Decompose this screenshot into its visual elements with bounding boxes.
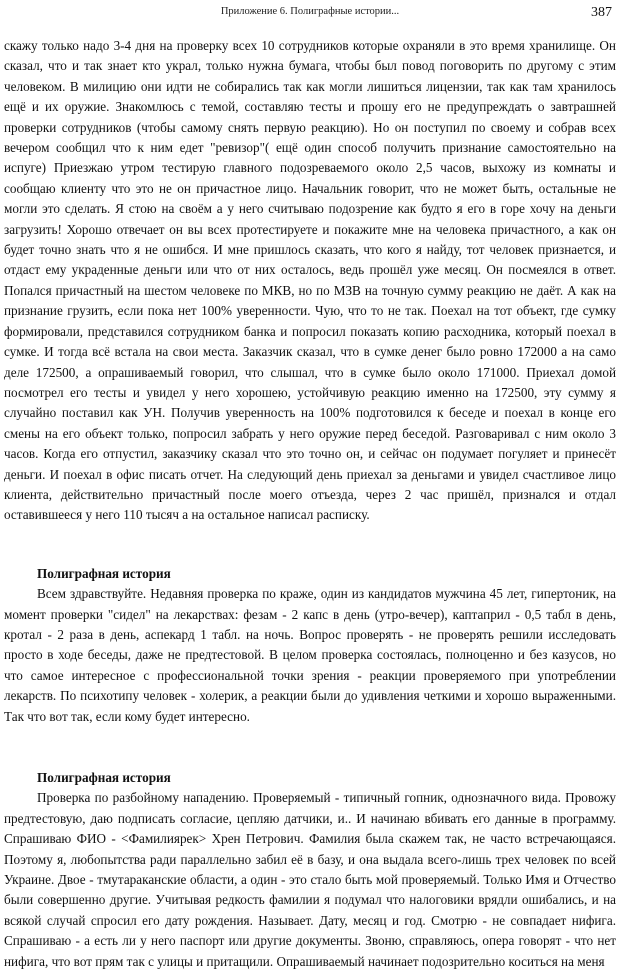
section-spacer xyxy=(4,526,616,564)
section-spacer xyxy=(4,727,616,768)
running-title: Приложение 6. Полиграфные истории... xyxy=(220,6,400,17)
page-number: 387 xyxy=(591,5,612,20)
story-2-paragraph: Всем здравствуйте. Недавняя проверка по краже, один из кандидатов мужчина 45 лет, гипертоник, на момент проверки "сидел" на лекарствах: фезам - 2 капс в день (утро-вечер), каптаприл - 0,5 табл в день, кротал - 2 раза в день, аспекард 1 табл. на ночь. Вопрос проверять - не проверять решили исследовать просто в ходе беседы, даже не предтестовой. В целом проверка состоялась, полноценно и без казусов, но что самое интересное с профессиональной точки зрения - реакции проверяемого при употреблении лекарств. По психотипу человек - холерик, а реакции были до удивления четкими и хорошо выраженными. Так что вот так, если кому будет интересно. xyxy=(4,586,616,724)
page-body xyxy=(4,36,616,972)
page-header xyxy=(0,5,620,25)
story-2-title: Полиграфная история xyxy=(37,565,171,581)
story-1-paragraph: скажу только надо 3-4 дня на проверку всех 10 сотрудников которые охраняли в это время хранилище. Он сказал, что и так знает кто украл, только нужна бумага, чтобы был повод поговорить по другому с этим человеком. В милицию они идти не собирались так как могли лишиться лицензии, так как там хранилось ещё и их оружие. Знакомлюсь с темой, составляю тесты и прошу его не предупреждать о завтрашней проверки сотрудников (чтобы самому снять первую реакцию). Но он поступил по своему и собрав всех вечером сообщил что к ним едет "ревизор"( ещё один способ получить признание самостоятельно на испуге) Приезжаю утром тестирую главного подозреваемого около 2,5 часов, выхожу из комнаты и сообщаю клиенту что это не он причастное лицо. Начальник говорит, что не может быть, остальные не могли это сделать. Я стою на своём а у него считываю подозрение как будто я его в горе хочу на деньги загрузить! Хорошо отвечает он вы всех протестируете и покажите мне на человека причастного, а как он будет точно знать что я не ошибся. И мне пришлось сказать, что кого я найду, тот человек признается, и отдаст ему украденные деньги или что от них осталось, ведь прошёл уже месяц. Он посмеялся в ответ. Попался причастный на шестом человеке по МКВ, но по МЗВ на точную сумму реакцию не даёт. А как на признание грузить, если пока нет 100% уверенности. Чую, что то не так. Поехал на тот объект, где сумку формировали, представился сотрудником банка и попросил показать копию расходника, который поехал в сумке. И тогда всё встала на свои места. Заказчик сказал, что в сумке денег было ровно 172000 а на само деле 172500, а опрашиваемый говорил, что слышал, что в сумке было около 171000. Приехал домой посмотрел его тесты и увидел у него хорошею, устойчивую реакцию именно на 172500, эту сумму я случайно поставил как УН. Получив уверенность на 100% подготовился к беседе и поехал в конце его смены на его объект только, попросил забрать у него оружие перед беседой. Разговаривал с ним около 3 часов. Когда его отпустил, заказчику сказал что это точно он, и сейчас он подумает погуляет и принесёт деньги. И поехал в офис писать отчет. На следующий день приехал за деньгами и увидел счастливое лицо клиента, действительно причастный после моего отъезда, через 2 час пришёл, признался и отдал оставившееся у него 110 тысяч а на остальное написал расписку. xyxy=(4,38,616,523)
story-3-title: Полиграфная история xyxy=(37,770,171,785)
story-3-paragraph: Проверка по разбойному нападению. Проверяемый - типичный гопник, однозначного вида. Провожу предтестовую, даю подписать согласие, цепляю датчики, и.. И начинаю вбивать его данные в программу. Спрашиваю ФИО - <Фамилиярек> Хрен Петрович. Фамилия была скажем так, не часто встречающаяся. Поэтому я, любопытства ради параллельно забил её в базу, и она выдала всего-лишь трех человек по всей Украине. Двое - тмутараканские области, а один - это стало быть мой проверяемый. Только Имя и Отчество были совершенно другие. Учитывая редкость фамилии я подумал что налоговики врядли ошибались, и на всякой случай спросил его дату рождения. Называет. Дату, месяц и год. Смотрю - не совпадает нифига. Спрашиваю - а есть ли у него паспорт или другие документы. Звоню, справляюсь, опера говорят - что нет нифига, что вот прям так с улицы и притащили. Опрашиваемый начинает подозрительно коситься на меня xyxy=(4,790,616,969)
